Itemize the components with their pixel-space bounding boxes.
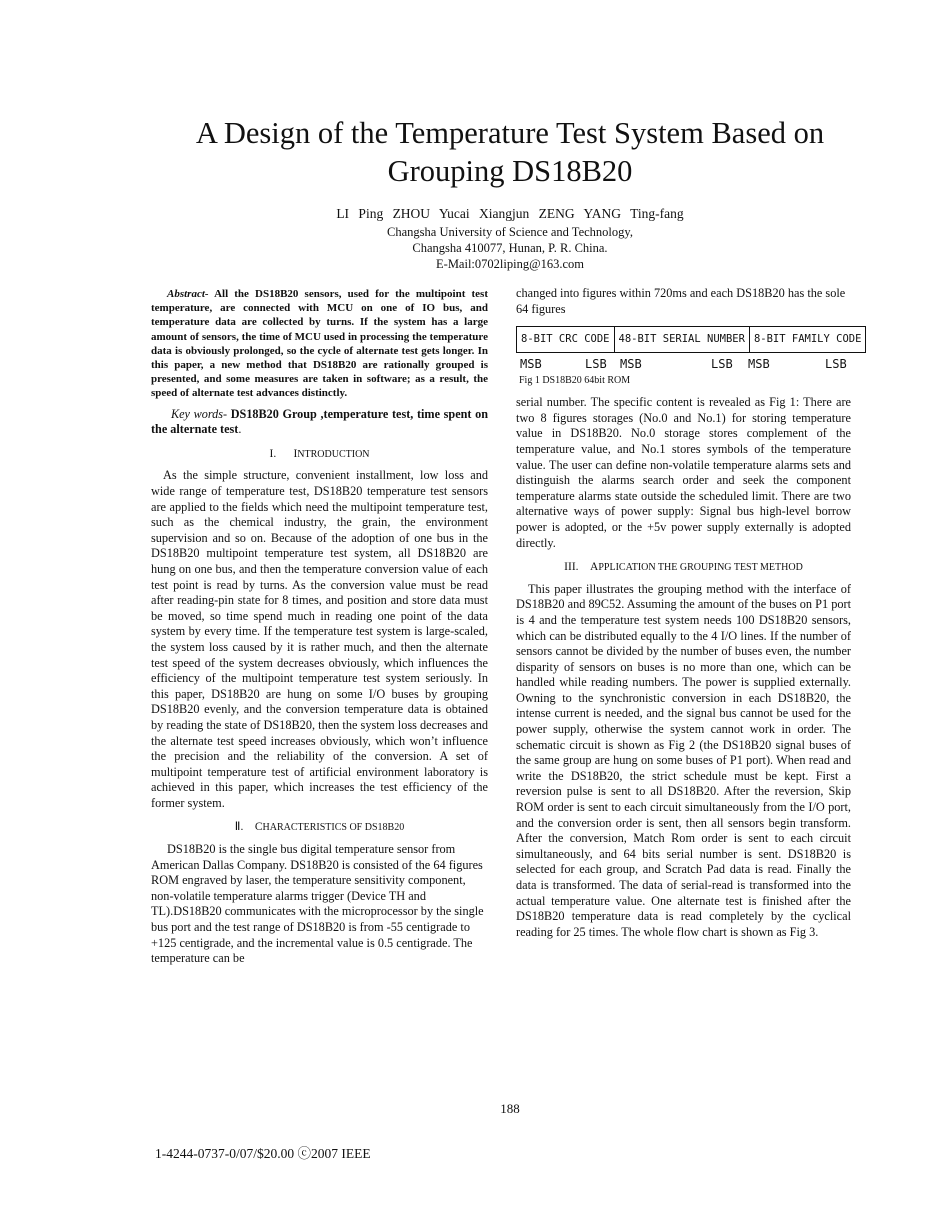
- section-2-body: DS18B20 is the single bus digital temperature sensor from American Dallas Company. DS18B20 is consisted of the 64 figures ROM engraved by laser, the temperature sensitivity component, non-volatile temperature alarms trigger (Device TH and TL).DS18B20 communicates with the microprocessor by the single bus port and the test range of DS18B20 is from -55 centigrade to +125 centigrade, and the incremental value is 0.5 centigrade. The temperature can be: [151, 842, 484, 966]
- serial-number-cell: 48-BIT SERIAL NUMBER: [614, 327, 749, 353]
- crc-code-cell: 8-BIT CRC CODE: [517, 327, 615, 353]
- affiliation-line-2: Changsha 410077, Hunan, P. R. China.: [412, 241, 608, 255]
- abstract-text: All the DS18B20 sensors, used for the multipoint test temperature, are connected with MCU on one of IO bus, and temperature data are collected by turns. If the system has a large amount of sensors, the time of MCU used in processing the temperature data is obviously prolonged, so the cycle of alternate test gets longer. In this paper, a new method that DS18B20 are rationally grouped is presented, and some measures are taken in software; as a result, the speed of alternate test advances distinctly.: [151, 288, 488, 400]
- section-2-title-rest: HARACTERISTICS OF DS18B20: [262, 822, 405, 834]
- abstract-label: Abstract-: [167, 288, 209, 300]
- abstract: [151, 287, 488, 401]
- copyright-footer: 1-4244-0737-0/07/$20.00 ⓒ2007 IEEE: [155, 1146, 371, 1161]
- section-1-heading: [151, 447, 488, 463]
- affiliation-email: E-Mail:0702liping@163.com: [436, 257, 584, 271]
- section-3-title-rest: PPLICATION THE GROUPING TEST METHOD: [598, 562, 803, 574]
- section-1-title-first: I: [293, 447, 298, 460]
- figure-1-caption: Fig 1 DS18B20 64bit ROM: [519, 375, 631, 387]
- rom-bit-labels: [516, 357, 851, 375]
- msb-label-2: MSB: [620, 357, 642, 372]
- rom-figure-table: [516, 326, 866, 353]
- section-2-title-first: C: [254, 821, 263, 834]
- msb-label-1: MSB: [520, 357, 542, 372]
- keywords-text: DS18B20 Group ,temperature test, time spent on the alternate test: [151, 406, 488, 437]
- section-2-heading: [151, 820, 488, 836]
- section-3-title-first: A: [590, 561, 599, 574]
- section-2-after-figure: serial number. The specific content is revealed as Fig 1: There are two 8 figures storages (No.0 and No.1) for storing temperature value in DS18B20. No.0 storage stores complement of the temperature value, and No.1 stores symbols of the temperature value. The user can define non-volatile temperature alarms sets and distinguish the alarms search order and seek the component temperature alarms state outside the scheduled limit. There are two alternative ways of power supply: Signal bus high-level borrow power is adopted, or the +5v power supply externally is adopted directly.: [516, 395, 851, 550]
- lsb-label-1: LSB: [585, 357, 607, 372]
- right-column: [516, 286, 862, 940]
- page-number: 188: [500, 1101, 520, 1116]
- paper-title: A Design of the Temperature Test System Based on Grouping DS18B20: [195, 116, 825, 188]
- section-1-body: As the simple structure, convenient installment, low loss and wide range of temperature test, DS18B20 temperature test sensors are applied to the fields which need the multipoint temperature test, such as the chemical industry, the grain, the environment supervision and so on. Because of the adoption of one bus in the DS18B20 multipoint temperature test system, all DS18B20 are hung on one bus, and then the temperature conversion value of each test point is read by turns. As the conversion value must be read after reading-pin state for 8 times, and position and store data must be moved, so time spend much in reading one point of the data system by every time. If the temperature test system is large-scaled, the system loss caused by it is rather much, and then the alternate test speed of the system decreases obviously, which influences the efficiency of the multipoint temperature test system seriously. In this paper, DS18B20 are hung on some I/O buses by grouping DS18B20 evenly, and the conversion temperature data is obtained by reading the state of DS18B20, then the system loss decreases and the alternate test speed increases obviously, which won’t influence the precision and the reliability of the conversion. A set of multipoint temperature test of artificial environment laboratory is achieved in this paper, which increases the test efficiency of the former system.: [151, 468, 488, 810]
- keywords-label: Key words-: [171, 406, 228, 421]
- keywords-end: .: [238, 422, 242, 437]
- section-1-title-rest: NTRODUCTION: [297, 448, 370, 460]
- section-2-number: Ⅱ.: [234, 821, 244, 834]
- section-3-heading: [516, 560, 851, 576]
- section-2-continued: changed into figures within 720ms and each DS18B20 has the sole 64 figures: [516, 286, 846, 316]
- lsb-label-2: LSB: [711, 357, 733, 372]
- lsb-label-3: LSB: [825, 357, 847, 372]
- msb-label-3: MSB: [748, 357, 770, 372]
- affiliation: [150, 224, 870, 272]
- section-1-number: I.: [269, 447, 277, 460]
- keywords: [151, 407, 488, 438]
- left-column: [151, 287, 488, 967]
- affiliation-line-1: Changsha University of Science and Technology,: [387, 225, 633, 239]
- section-3-number: III.: [564, 561, 579, 574]
- section-3-body: This paper illustrates the grouping method with the interface of DS18B20 and 89C52. Assuming the amount of the buses on P1 port is 4 and the temperature test system needs 100 DS18B20 sensors, which can be distributed equally to the 4 I/O lines. If the number of sensors cannot be divided by the number of buses even, the number disparity of sensors on buses is no more than one, which can be handled while reading numbers. The power is supplied externally. Owning to the synchronistic conversion in each DS18B20, the intense current is needed, and the signal bus cannot be used for the power supply, otherwise the system cannot work in order. The schematic circuit is shown as Fig 2 (the DS18B20 signal buses of the same group are hung on some buses of P1 port). When read and write the DS18B20, the strict schedule must be kept. First a reversion pulse is sent to all DS18B20. After the reversion, Skip ROM order is sent to each circuit simultaneously from the I/O port, and the conversion order is sent, then all sensors begin transform. After the conversion, Match Rom order is sent to each circuit simultaneously, and 64 bits serial number is sent. DS18B20 is selected for each group, and Scratch Pad data is read. Finally the data is transformed. The data of serial-read is transformed into the actual temperature value. One alternate test is finished after the DS18B20 temperature data is read completely by the cyclical reading for 25 times. The whole flow chart is shown as Fig 3.: [516, 581, 851, 939]
- family-code-cell: 8-BIT FAMILY CODE: [749, 327, 865, 353]
- author-list: LI Ping ZHOU Yucai Xiangjun ZENG YANG Ting-fang: [336, 206, 684, 221]
